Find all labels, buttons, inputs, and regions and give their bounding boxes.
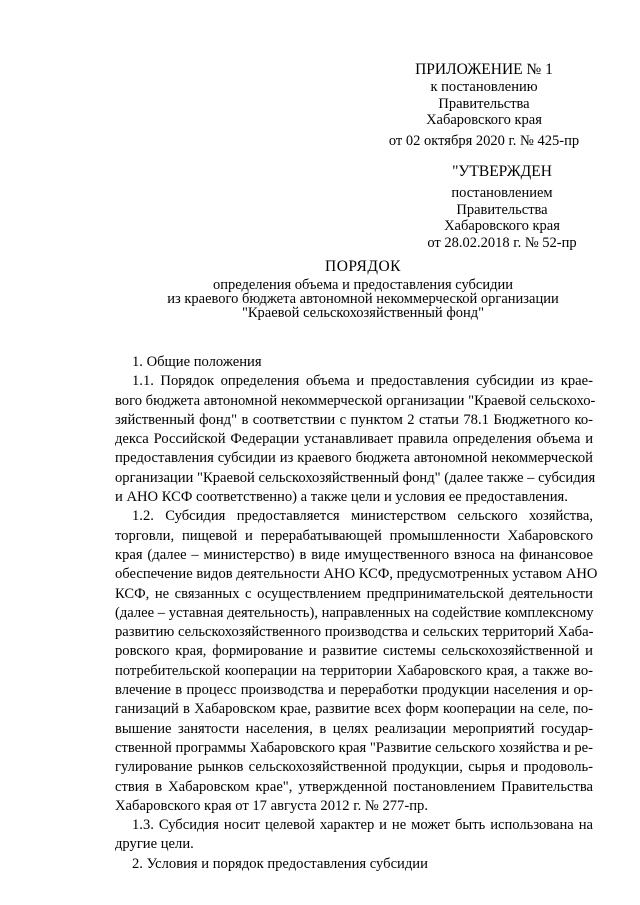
document-body (115, 353, 598, 874)
paragraph-line: вого бюджета автономной некоммерческой организации "Краевой сельскохо- (115, 392, 596, 409)
paragraph-line: ганизаций в Хабаровском крае, развитие всех форм кооперации на селе, по- (115, 701, 593, 718)
paragraph-line: КСФ, не связанных с осуществлением предпринимательской деятельности (115, 585, 593, 602)
appendix-line: Правительства (438, 95, 530, 112)
section-1-heading: 1. Общие положения (132, 354, 262, 370)
subtitle-line: "Краевой сельскохозяйственный фонд" (241, 305, 485, 321)
paragraph-line: Хабаровского края от 17 августа 2012 г. № 277-пр. (115, 797, 428, 814)
paragraph-line: (далее – уставная деятельность), направленных на содействие комплексному (115, 604, 594, 621)
subtitle-line: из краевого бюджета автономной некоммерческой организации (167, 291, 559, 307)
paragraph-line: ствия в Хабаровском крае", утвержденной постановлением Правительства (115, 778, 593, 795)
paragraph-line: декса Российской Федерации устанавливает правила определения объема и (115, 431, 593, 448)
paragraph-line: организации "Краевой сельскохозяйственный фонд" (далее также – субсидия (115, 469, 596, 486)
paragraph-line: 1.3. Субсидия носит целевой характер и не может быть использована на (132, 817, 593, 834)
paragraph-line: предоставления субсидии из краевого бюджета автономной некоммерческой (115, 450, 593, 467)
paragraph-line: развитию сельскохозяйственного производства и сельских территорий Хаба- (115, 624, 594, 641)
appendix-heading: ПРИЛОЖЕНИЕ № 1 (415, 61, 553, 78)
approved-line: постановлением (451, 185, 553, 201)
approved-line: Хабаровского края (444, 218, 560, 234)
appendix-block (368, 61, 600, 149)
paragraph-line: обеспечение видов деятельности АНО КСФ, предусмотренных уставом АНО (115, 566, 598, 583)
paragraph-1-1 (115, 372, 596, 507)
paragraph-line: ровского края, формирование и развитие системы сельскохозяйственной и (115, 643, 593, 660)
approved-line: Правительства (456, 201, 548, 218)
appendix-line: к постановлению (430, 79, 538, 95)
paragraph-line: вышение занятости населения, в целях реализации мероприятий государ- (115, 720, 593, 737)
paragraph-1-2 (115, 507, 598, 816)
approved-block (402, 163, 602, 251)
document-title: ПОРЯДОК (325, 258, 401, 275)
section-2-heading: 2. Условия и порядок предоставления субсидии (132, 855, 428, 872)
appendix-line: Хабаровского края (426, 112, 542, 128)
paragraph-line: другие цели. (115, 836, 194, 853)
appendix-line: от 02 октября 2020 г. № 425-пр (388, 132, 580, 149)
paragraph-line: торговли, пищевой и перерабатывающей промышленности Хабаровского (115, 527, 593, 544)
paragraph-line: 1.2. Субсидия предоставляется министерством сельского хозяйства, (132, 508, 593, 525)
paragraph-line: и АНО КСФ соответственно) а также цели и условия ее предоставления. (115, 489, 568, 506)
paragraph-1-3 (115, 816, 593, 855)
paragraph-line: 1.1. Порядок определения объема и предоставления субсидии из крае- (132, 373, 593, 390)
paragraph-line: гулирование рынков сельскохозяйственной продукции, сырья и продоволь- (115, 759, 593, 776)
approved-line: от 28.02.2018 г. № 52-пр (427, 234, 577, 251)
document-subtitle (0, 278, 640, 320)
paragraph-line: влечение в процесс производства и переработки продукции населения и ор- (115, 682, 593, 699)
subtitle-line: определения объема и предоставления субсидии (212, 277, 514, 293)
paragraph-line: зяйственный фонд" в соответствии с пунктом 2 статьи 78.1 Бюджетного ко- (115, 411, 593, 428)
paragraph-line: потребительской кооперации на территории Хабаровского края, а также во- (115, 662, 593, 679)
approved-heading: "УТВЕРЖДЕН (452, 163, 552, 180)
paragraph-line: края (далее – министерство) в виде имущественного взноса на финансовое (115, 546, 593, 563)
paragraph-line: ственной программы Хабаровского края "Развитие сельского хозяйства и ре- (115, 739, 594, 756)
